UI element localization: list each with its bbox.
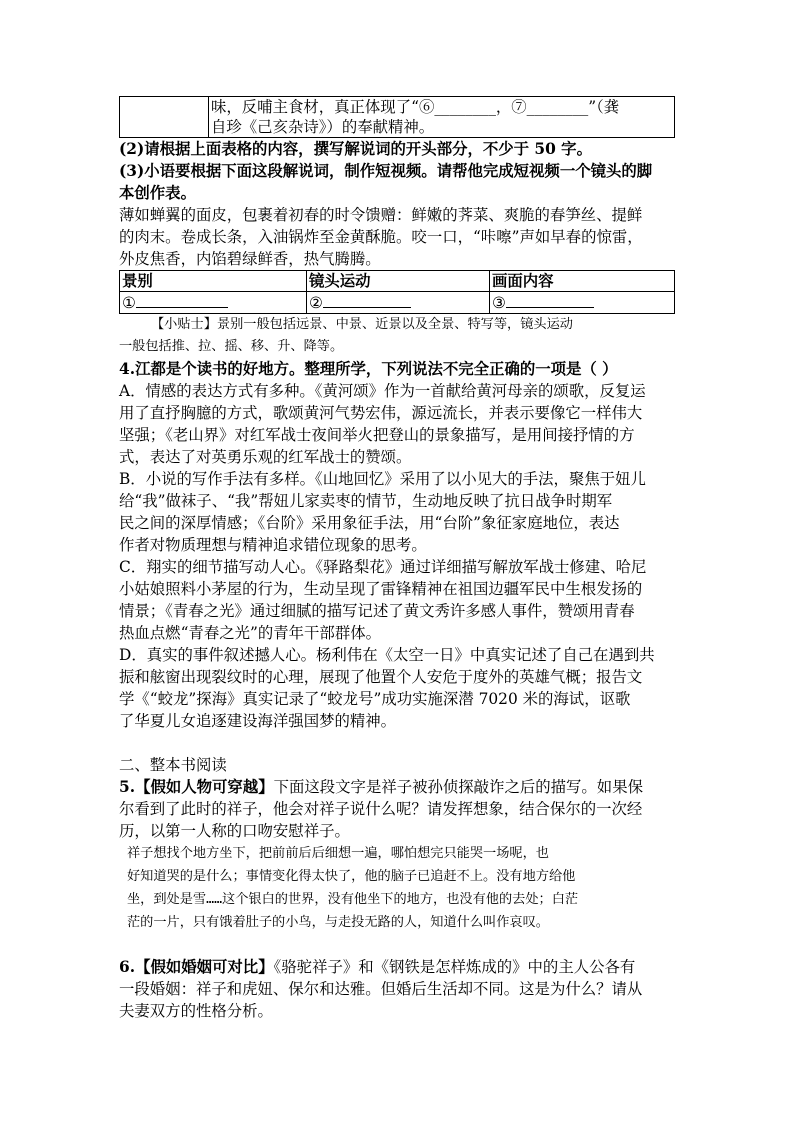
option-c-line: C．翔实的细节描写动人心。《驿路梨花》通过详细描写解放军战士修建、哈尼 bbox=[119, 558, 647, 576]
question-5-line2: 尔看到了此时的祥子，他会对祥子说什么呢？请发挥想象，结合保尔的一次经 bbox=[119, 800, 643, 818]
script-table-cell-1[interactable] bbox=[120, 292, 307, 314]
option-b-line: 作者对物质理想与精神追求错位现象的思考。 bbox=[119, 536, 427, 554]
top-table-row1: 味，反哺主食材，真正体现了“⑥________，⑦________”（龚 bbox=[211, 98, 620, 116]
top-table-blank-cell bbox=[120, 97, 209, 138]
top-table-row2: 自珍《己亥杂诗》）的奉献精神。 bbox=[211, 118, 435, 136]
passage-line-1: 薄如蝉翼的面皮，包裹着初春的时令馈赠：鲜嫩的荠菜、爽脆的春笋丝、提鲜 bbox=[119, 206, 643, 224]
question-5-quote bbox=[119, 842, 675, 934]
quote-line: 坐，到处是雪……这个银白的世界，没有他坐下的地方，也没有他的去处；白茫 bbox=[127, 892, 579, 907]
option-c-line: 热血点燃“青春之光”的青年干部群体。 bbox=[119, 624, 381, 642]
quote-line: 祥子想找个地方坐下，把前前后后细想一遍，哪怕想完只能哭一场呢，也 bbox=[127, 846, 549, 861]
top-table-content-cell bbox=[209, 97, 675, 138]
section-2-heading: 二、整本书阅读 bbox=[119, 756, 227, 774]
question-2: (2)请根据上面表格的内容，撰写解说词的开头部分，不少于 50 字。 bbox=[119, 140, 592, 158]
option-b-line: B．小说的写作手法有多样。《山地回忆》采用了以小见大的手法，聚焦于妞儿 bbox=[119, 470, 646, 488]
script-table-cell-2[interactable] bbox=[307, 292, 490, 314]
spacer bbox=[119, 934, 675, 956]
question-3-line2: 本创作表。 bbox=[119, 184, 196, 202]
question-5-text: 下面这段文字是祥子被孙侦探敲诈之后的描写。如果保 bbox=[273, 778, 643, 796]
tip-line-2: 一般包括推、拉、摇、移、升、降等。 bbox=[119, 339, 344, 354]
question-5-line1 bbox=[119, 776, 675, 798]
quote-line: 茫的一片，只有饿着肚子的小鸟，与走投无路的人，知道什么叫作哀叹。 bbox=[127, 915, 549, 930]
option-b-line: 给“我”做袜子、“我”帮妞儿家卖枣的情节，生动地反映了抗日战争时期军 bbox=[119, 492, 613, 510]
option-d-line: 学《“蛟龙”探海》真实记录了“蛟龙号”成功实施深潜 7020 米的海试，讴歌 bbox=[119, 690, 631, 708]
question-3-line1: (3)小语要根据下面这段解说词，制作短视频。请帮他完成短视频一个镜头的脚 bbox=[119, 162, 653, 180]
blank-number-1: ① bbox=[122, 294, 136, 312]
question-4-stem: 4.江都是个读书的好地方。整理所学，下列说法不完全正确的一项是（ ） bbox=[119, 360, 618, 378]
option-a-line: 用了直抒胸臆的方式，歌颂黄河气势宏伟，源远流长，并表示要像它一样伟大 bbox=[119, 404, 643, 422]
question-6-number: 6.【假如婚姻可对比】 bbox=[119, 958, 274, 976]
option-a-line: 式，表达了对英勇乐观的红军战士的赞颂。 bbox=[119, 448, 412, 466]
option-a-line: A．情感的表达方式有多种。《黄河颂》作为一首献给黄河母亲的颂歌，反复运 bbox=[119, 382, 646, 400]
question-5-number: 5.【假如人物可穿越】 bbox=[119, 778, 274, 796]
document-page bbox=[119, 96, 675, 1022]
script-table-header-2: 镜头运动 bbox=[307, 271, 490, 292]
question-6-line1 bbox=[119, 956, 675, 978]
top-table bbox=[119, 96, 675, 138]
answer-blank-2[interactable] bbox=[323, 292, 411, 308]
script-table-header-1: 景别 bbox=[120, 271, 307, 292]
question-5-line3: 历，以第一人称的口吻安慰祥子。 bbox=[119, 822, 350, 840]
question-6-text: 《骆驼祥子》和《钢铁是怎样炼成的》中的主人公各有 bbox=[273, 958, 636, 976]
option-d[interactable] bbox=[119, 644, 675, 732]
option-d-line: 振和舷窗出现裂纹时的心理，展现了他置个人安危于度外的英雄气概；报告文 bbox=[119, 668, 643, 686]
option-c-line: 情景；《青春之光》通过细腻的描写记述了黄文秀许多感人事件，赞颂用青春 bbox=[119, 602, 635, 620]
option-d-line: D．真实的事件叙述撼人心。杨利伟在《太空一日》中真实记述了自己在遇到共 bbox=[119, 646, 655, 664]
blank-number-2: ② bbox=[309, 294, 323, 312]
answer-blank-3[interactable] bbox=[506, 292, 594, 308]
option-a-line: 坚强；《老山界》对红军战士夜间举火把登山的景象描写，是用间接抒情的方 bbox=[119, 426, 635, 444]
option-c-line: 小姑娘照料小茅屋的行为，生动呈现了雷锋精神在祖国边疆军民中生根发扬的 bbox=[119, 580, 643, 598]
quote-line: 好知道哭的是什么；事情变化得太快了，他的脑子已追赶不上。没有地方给他 bbox=[127, 869, 576, 884]
option-b-line: 民之间的深厚情感；《台阶》采用象征手法，用“台阶”象征家庭地位，表达 bbox=[119, 514, 620, 532]
script-table-header-3: 画面内容 bbox=[490, 271, 675, 292]
script-table bbox=[119, 270, 675, 314]
answer-blank-1[interactable] bbox=[136, 292, 228, 308]
question-6-line2: 一段婚姻：祥子和虎妞、保尔和达雅。但婚后生活却不同。这是为什么？请从 bbox=[119, 980, 643, 998]
option-b[interactable] bbox=[119, 468, 675, 556]
tip-line-1: 【小贴士】景别一般包括远景、中景、近景以及全景、特写等，镜头运动 bbox=[151, 317, 573, 332]
script-table-cell-3[interactable] bbox=[490, 292, 675, 314]
question-6-line3: 夫妻双方的性格分析。 bbox=[119, 1002, 273, 1020]
passage-line-2: 的肉末。卷成长条，入油锅炸至金黄酥脆。咬一口，“咔嚓”声如早春的惊雷， bbox=[119, 228, 643, 246]
option-c[interactable] bbox=[119, 556, 675, 644]
option-d-line: 了华夏儿女追逐建设海洋强国梦的精神。 bbox=[119, 712, 397, 730]
blank-number-3: ③ bbox=[492, 294, 506, 312]
option-a[interactable] bbox=[119, 380, 675, 468]
spacer bbox=[119, 732, 675, 754]
passage-line-3: 外皮焦香，内馅碧绿鲜香，热气腾腾。 bbox=[119, 250, 381, 268]
